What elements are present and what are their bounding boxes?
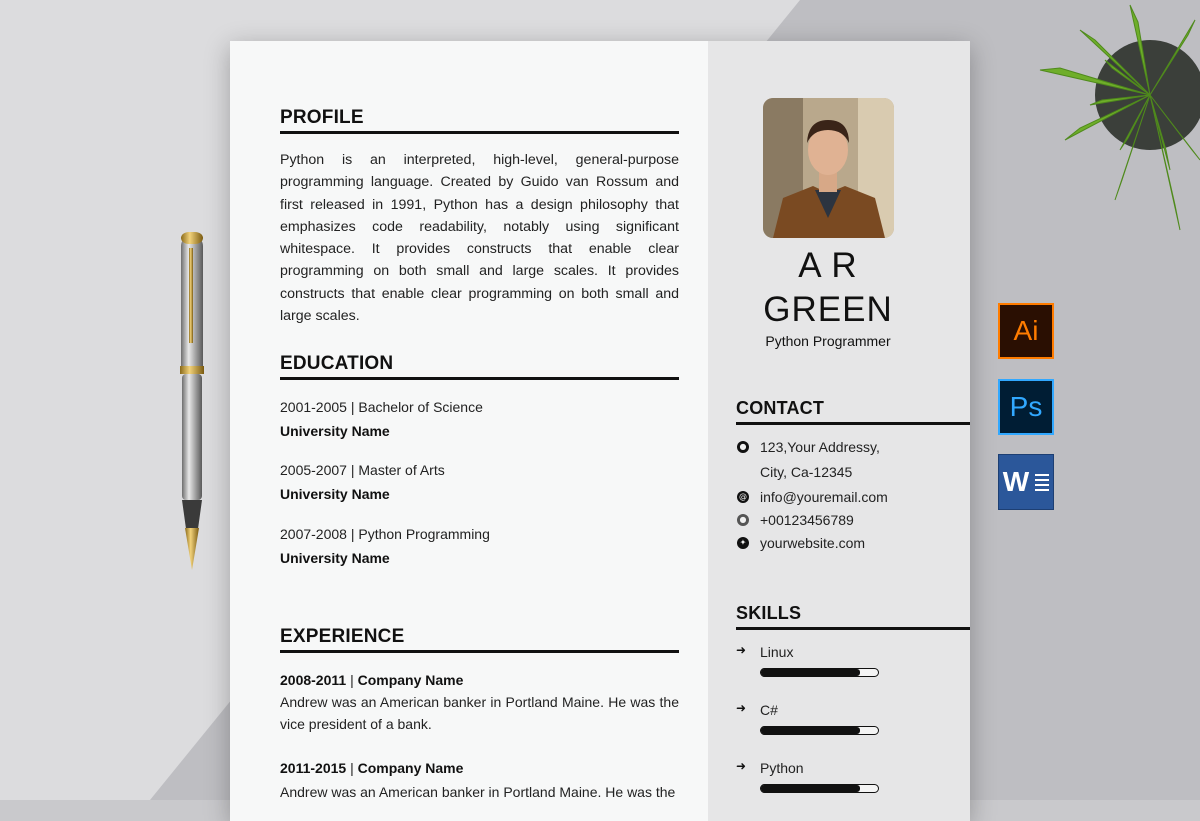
arrow-right-icon: ➜ [736, 643, 747, 657]
name-line-2: GREEN [763, 290, 893, 329]
skill-3-bar-fill [761, 785, 860, 792]
name-line-1: A R [798, 246, 858, 285]
education-item-2-line: 2005-2007 | Master of Arts [280, 462, 445, 478]
photoshop-icon [998, 379, 1054, 435]
location-icon: ● [737, 441, 749, 453]
resume-page [230, 41, 970, 821]
pen-illustration [170, 228, 216, 578]
phone-icon: ● [737, 514, 749, 526]
skill-1-bar-fill [761, 669, 860, 676]
illustrator-label: Ai [1013, 315, 1039, 346]
experience-rule [280, 650, 679, 653]
word-lines-icon [1035, 474, 1049, 491]
profile-text: Python is an interpreted, high-level, general-purpose programming language. Created by Guido van Rossum and first released in 1991, Python has a design philosophy that emphasizes code readability, notably using significant whitespace. It provides constructs that enable clear programming on both small and large scales. It provides constructs that enable clear programming on both small and large scales. [280, 152, 679, 325]
education-item-2-school: University Name [280, 486, 390, 502]
education-item-3-line: 2007-2008 | Python Programming [280, 526, 490, 542]
experience-item-1-header [280, 672, 463, 688]
experience-item-2-desc: Andrew was an American banker in Portland Maine. He was the [280, 784, 676, 800]
experience-item-2-sep: | [346, 760, 358, 776]
twitter-icon: ✦ [737, 537, 749, 549]
experience-item-2-years: 2011-2015 [280, 760, 347, 776]
skills-rule [736, 627, 970, 630]
photoshop-label: Ps [1009, 391, 1043, 422]
contact-rule [736, 422, 970, 425]
skills-heading: SKILLS [736, 603, 802, 623]
experience-item-1-sep: | [346, 672, 358, 688]
job-title: Python Programmer [765, 333, 891, 349]
experience-item-1-years: 2008-2011 [280, 672, 347, 688]
experience-item-2-company: Company Name [357, 760, 464, 776]
experience-item-1-desc: Andrew was an American banker in Portland Maine. He was the vice president of a bank. [280, 694, 679, 733]
word-icon [998, 454, 1054, 510]
education-rule [280, 377, 679, 380]
contact-phone: +00123456789 [760, 512, 854, 528]
skill-1-bar [760, 668, 879, 677]
skill-1-name: Linux [760, 644, 794, 660]
education-item-1-school: University Name [280, 423, 390, 439]
experience-item-2-header [280, 760, 463, 776]
word-label: W [1002, 466, 1030, 497]
arrow-right-icon: ➜ [736, 759, 747, 773]
skill-3-name: Python [760, 760, 804, 776]
skill-2-bar-fill [761, 727, 860, 734]
profile-photo [763, 98, 894, 238]
experience-heading: EXPERIENCE [280, 626, 405, 647]
profile-rule [280, 131, 679, 134]
experience-item-1-company: Company Name [357, 672, 464, 688]
education-heading: EDUCATION [280, 353, 394, 374]
profile-heading: PROFILE [280, 107, 364, 128]
arrow-right-icon: ➜ [736, 701, 747, 715]
contact-website: yourwebsite.com [760, 535, 866, 551]
contact-address-line-2: City, Ca-12345 [760, 464, 853, 480]
education-item-1-line: 2001-2005 | Bachelor of Science [280, 399, 483, 415]
skill-2-bar [760, 726, 879, 735]
illustrator-icon [998, 303, 1054, 359]
contact-heading: CONTACT [736, 398, 825, 418]
contact-email: info@youremail.com [760, 489, 888, 505]
contact-address-line-1: 123,Your Addressy, [760, 439, 880, 455]
skill-3-bar [760, 784, 879, 793]
skill-2-name: C# [760, 702, 778, 718]
education-item-3-school: University Name [280, 550, 390, 566]
at-icon: @ [739, 492, 747, 501]
plant-illustration [1020, 0, 1200, 240]
